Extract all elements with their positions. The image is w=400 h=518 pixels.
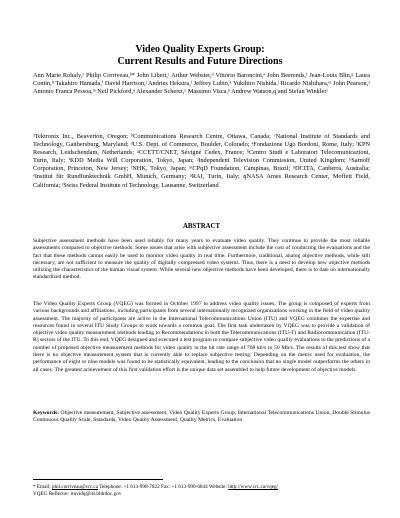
- abstract-paragraph-2: The Video Quality Experts Group (VQEG) was formed in October 1997 to address video quality issues. The group is composed of experts from various backgrounds and affiliations, including participants from several internationally recognized organizations working in the field of video quality assessment. The majority of participants are active in the International Telecommunications Union (ITU) and VQEG combines the expertise and resources found in several ITU Study Groups to work towards a common goal. The first task undertaken by VQEG was to provide a validation of objective video quality measurement methods leading to Recommendations in both the Telecommunications (ITU-T) and Radiocommunication (ITU-R) sectors of the ITU. To this end, VQEG designed and executed a test program to compare subjective video quality evaluations to the predictions of a number of proposed objective measurement methods for video quality in the bit rate range of 768 kb/s to 50 Mb/s. The results of this test show that there is no objective measurement system that is currently able to replace subjective testing. Depending on the metric used for evaluation, the performance of eight or nine models was found to be statistically equivalent, leading to the conclusion that no single model outperforms the others in all cases. The greatest achievement of this first validation effort is the unique data set assembled to help future development of objective models.: [33, 301, 370, 373]
- keywords: [33, 410, 370, 425]
- footnote: [33, 484, 370, 498]
- phone-fax-text: Telephone: +1 613-998-7822 Fax: +1 613-990-6844 Website:: [99, 484, 227, 490]
- website-link[interactable]: http://www.crc.ca/vqeg/: [228, 484, 279, 490]
- footnote-contact-line: [33, 484, 370, 491]
- footnote-marker: *: [33, 484, 36, 490]
- email-label: Email:: [36, 484, 51, 490]
- reflector-line: VQEG Reflector: ituvidq@its.bldrdoc.gov: [33, 491, 122, 497]
- affiliation-list: ᵃTektronix Inc., Beaverton, Oregon; ᵇCommunications Research Centre, Ottawa, Canada; ᶜNational Institute of Standards and Technology, Gaithersburg, Maryland; ᵈU.S. Dept. of Commerce, Boulder, Colorado; ᵉFondazione Ugo Bordoni, Rome, Italy; ᶠKPN Research, Leidschendam, Netherlands; ᵍCCETT/CNET, Sévigné Cedex, France; ʰCentro Studi e Laboratori Telecomunicazioni, Turin, Italy; ⁱKDD Media Will Corporation, Tokyo, Japan; ʲIndependent Television Commission, United Kingdom; ᵏSarnoff Corporation, Princeton, New Jersey; ˡNHK, Tokyo, Japan; ᵐCPqD Foundation, Campinas, Brazil; ⁿDCITA, Canberra, Australia; ᵒInstitut für Rundfunktechnik GmbH, Munich, Germany; ᵖRAI, Turin, Italy; qNASA Ames Research Center, Moffett Field, California; ʳSwiss Federal Institute of Technology, Lausanne, Switzerland: [33, 133, 370, 189]
- email-link[interactable]: phil.corriveau@crc.ca: [52, 484, 98, 490]
- title-line-1: Video Quality Experts Group:: [135, 44, 265, 55]
- keywords-text: Objective measurement, Subjective assessment, Video Quality Experts Group, International Telecommunications Union, Double Stimulus Continuous Quality Scale, Standards, Video Quality Assessment, Quality Metrics, Evaluation: [33, 410, 370, 424]
- title-line-2: Current Results and Future Directions: [117, 56, 283, 67]
- abstract-heading: ABSTRACT: [182, 223, 220, 230]
- paper-title: [20, 44, 380, 68]
- author-list: Ann Marie Rohaly,ᵃ Philip Corriveau,ᵇ* John Libert,ᶜ Arthur Webster,ᵈ Vittorio Baroncini,ᵉ John Beerends,ᶠ Jean-Louis Blin,ᵍ Laura Contin,ʰ Takahiro Hamada,ⁱ David Harrison,ʲ Andries Hekstra,ᶠ Jeffrey Lubin,ᵏ Yukihiro Nishida,ˡ Ricardo Nishihara,ᵐ John Pearson,ᵃ Antonio Franca Pessoa,ᵐ Neil Pickford,ⁿ Alexander Schertz,ᵒ Massimo Visca,ᵖ Andrew Watson,q and Stefan Winklerʳ: [33, 72, 370, 96]
- keywords-label: Keywords:: [33, 410, 60, 416]
- footnote-rule: [33, 479, 163, 480]
- abstract-paragraph-1: Subjective assessment methods have been used reliably for many years to evaluate video quality. They continue to provide the most reliable assessments compared to objective methods. Some issues that arise with subjective assessment include the cost of conducting the evaluations and the fact that these methods cannot easily be used to monitor video quality in real time. Furthermore, traditional, analog objective methods, while still necessary, are not sufficient to measure the quality of digitally compressed video systems. Thus, there is a need to develop new objective methods utilizing the characteristics of the human visual system. While several new objective methods have been developed, there is to date no internationally standardized method.: [33, 238, 370, 281]
